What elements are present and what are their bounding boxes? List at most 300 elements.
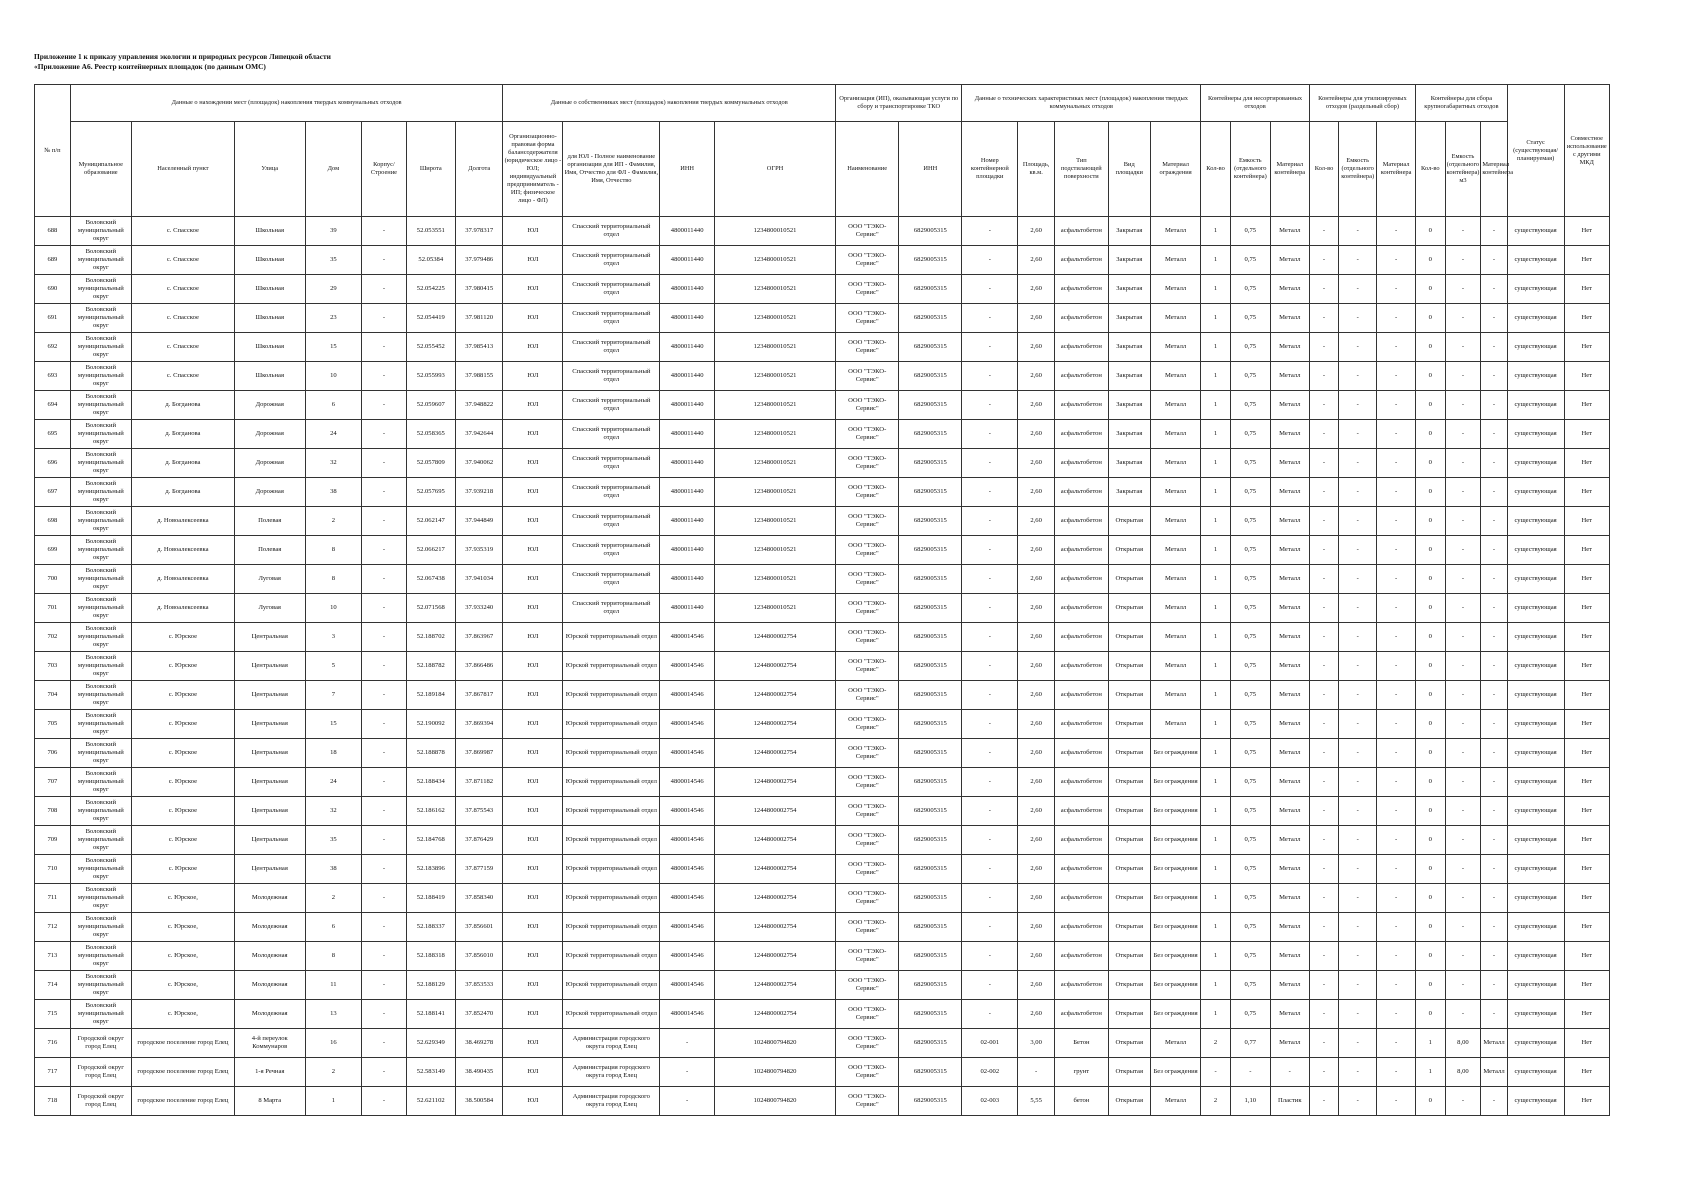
cell-building: -: [362, 1029, 406, 1058]
cell-c2-qty: -: [1309, 768, 1338, 797]
cell-fence: Металл: [1150, 1087, 1201, 1116]
cell-municipality: Воловский муниципальный округ: [70, 855, 131, 884]
cell-street: Луговая: [234, 565, 305, 594]
cell-legal-form: ЮЛ: [503, 362, 563, 391]
cell-num: 702: [35, 623, 71, 652]
cell-settlement: с. Юрское: [131, 797, 234, 826]
cell-lon: 37.944849: [456, 507, 503, 536]
cell-c3-mat: -: [1481, 884, 1507, 913]
cell-c2-qty: -: [1309, 1000, 1338, 1029]
cell-c2-cap: -: [1339, 449, 1377, 478]
cell-status: существующая: [1507, 333, 1564, 362]
cell-street: Молодежная: [234, 884, 305, 913]
cell-c1-mat: Металл: [1270, 333, 1309, 362]
cell-municipality: Воловский муниципальный округ: [70, 913, 131, 942]
cell-ogrn: 1234800010521: [715, 333, 836, 362]
cell-site-type: Закрытая: [1108, 246, 1150, 275]
cell-c1-mat: Металл: [1270, 420, 1309, 449]
cell-area: 2,60: [1018, 565, 1055, 594]
cell-c2-cap: -: [1339, 507, 1377, 536]
cell-owner-name: Спасский территориальный отдел: [563, 478, 660, 507]
cell-owner-name: Администрация городского округа город Елец: [563, 1087, 660, 1116]
cell-inn: 4800014546: [660, 652, 715, 681]
table-row: [35, 971, 1610, 1000]
cell-surface: асфальтобетон: [1055, 971, 1109, 1000]
cell-c3-mat: -: [1481, 855, 1507, 884]
cell-house: 16: [305, 1029, 362, 1058]
cell-house: 35: [305, 246, 362, 275]
cell-fence: Металл: [1150, 623, 1201, 652]
cell-org-name: ООО "ТЭКО-Сервис": [836, 246, 899, 275]
cell-lon: 37.988155: [456, 362, 503, 391]
cell-c2-mat: -: [1377, 217, 1416, 246]
cell-street: 1-я Речная: [234, 1058, 305, 1087]
cell-settlement: с. Юрское: [131, 855, 234, 884]
cell-c3-mat: -: [1481, 768, 1507, 797]
cell-municipality: Воловский муниципальный округ: [70, 478, 131, 507]
cell-c3-mat: -: [1481, 623, 1507, 652]
cell-lat: 52.188141: [406, 1000, 455, 1029]
cell-area: 2,60: [1018, 391, 1055, 420]
cell-org-inn: 6829005315: [899, 1058, 962, 1087]
cell-area: 2,60: [1018, 304, 1055, 333]
cell-house: 6: [305, 913, 362, 942]
cell-num: 714: [35, 971, 71, 1000]
cell-fence: Металл: [1150, 536, 1201, 565]
cell-c2-qty: -: [1309, 420, 1338, 449]
cell-street: Дорожная: [234, 391, 305, 420]
cell-c1-mat: Металл: [1270, 710, 1309, 739]
cell-c2-qty: -: [1309, 449, 1338, 478]
cell-c1-mat: Металл: [1270, 275, 1309, 304]
cell-c2-mat: -: [1377, 652, 1416, 681]
cell-fence: Металл: [1150, 246, 1201, 275]
cell-street: Центральная: [234, 797, 305, 826]
cell-ogrn: 1244800002754: [715, 855, 836, 884]
cell-c1-cap: 0,75: [1230, 971, 1270, 1000]
cell-status: существующая: [1507, 246, 1564, 275]
cell-site-type: Открытая: [1108, 681, 1150, 710]
cell-status: существующая: [1507, 652, 1564, 681]
cell-c2-cap: -: [1339, 971, 1377, 1000]
cell-c1-qty: 1: [1201, 913, 1230, 942]
cell-c3-mat: Металл: [1481, 1029, 1507, 1058]
cell-c2-cap: -: [1339, 565, 1377, 594]
cell-settlement: с. Спасское: [131, 362, 234, 391]
cell-c3-mat: -: [1481, 826, 1507, 855]
cell-area: 2,60: [1018, 826, 1055, 855]
cell-c3-qty: 0: [1416, 768, 1445, 797]
cell-ogrn: 1244800002754: [715, 826, 836, 855]
col-num: № п/п: [35, 85, 71, 217]
cell-c2-mat: -: [1377, 565, 1416, 594]
table-row: [35, 449, 1610, 478]
cell-num: 709: [35, 826, 71, 855]
cell-lat: 52.05384: [406, 246, 455, 275]
cell-lat: 52.188129: [406, 971, 455, 1000]
cell-lon: 37.863967: [456, 623, 503, 652]
cell-ogrn: 1024800794820: [715, 1058, 836, 1087]
cell-c3-cap: -: [1445, 652, 1481, 681]
cell-status: существующая: [1507, 478, 1564, 507]
cell-c1-mat: Металл: [1270, 507, 1309, 536]
cell-status: существующая: [1507, 797, 1564, 826]
cell-street: 4-й переулок Коммунаров: [234, 1029, 305, 1058]
cell-shared: Нет: [1564, 275, 1610, 304]
cell-shared: Нет: [1564, 623, 1610, 652]
cell-status: существующая: [1507, 710, 1564, 739]
table-row: [35, 420, 1610, 449]
cell-org-name: ООО "ТЭКО-Сервис": [836, 1087, 899, 1116]
cell-building: -: [362, 333, 406, 362]
table-row: [35, 855, 1610, 884]
col-c3-cap: Емкость (отдельного контейнера) м3: [1445, 122, 1481, 217]
cell-fence: Металл: [1150, 420, 1201, 449]
cell-settlement: с. Юрское: [131, 768, 234, 797]
table-row: [35, 391, 1610, 420]
cell-area: -: [1018, 1058, 1055, 1087]
cell-shared: Нет: [1564, 246, 1610, 275]
cell-inn: 4800014546: [660, 826, 715, 855]
cell-shared: Нет: [1564, 565, 1610, 594]
cell-c1-mat: Металл: [1270, 826, 1309, 855]
cell-c2-mat: -: [1377, 710, 1416, 739]
cell-shared: Нет: [1564, 768, 1610, 797]
cell-street: Полевая: [234, 536, 305, 565]
cell-area: 2,60: [1018, 652, 1055, 681]
cell-c3-cap: -: [1445, 797, 1481, 826]
cell-num: 717: [35, 1058, 71, 1087]
cell-site-no: -: [962, 304, 1018, 333]
cell-street: Школьная: [234, 333, 305, 362]
col-area: Площадь, кв.м.: [1018, 122, 1055, 217]
cell-fence: Без ограждения: [1150, 855, 1201, 884]
cell-surface: асфальтобетон: [1055, 826, 1109, 855]
cell-house: 38: [305, 855, 362, 884]
cell-lon: 37.942644: [456, 420, 503, 449]
cell-c1-cap: 0,75: [1230, 739, 1270, 768]
cell-lat: 52.583149: [406, 1058, 455, 1087]
cell-lat: 52.188318: [406, 942, 455, 971]
col-site-no: Номер контейнерной площадки: [962, 122, 1018, 217]
cell-num: 701: [35, 594, 71, 623]
cell-surface: грунт: [1055, 1058, 1109, 1087]
cell-legal-form: ЮЛ: [503, 304, 563, 333]
cell-status: существующая: [1507, 565, 1564, 594]
cell-c2-qty: -: [1309, 1029, 1338, 1058]
cell-building: -: [362, 739, 406, 768]
cell-owner-name: Юрской территориальный отдел: [563, 971, 660, 1000]
cell-house: 8: [305, 942, 362, 971]
col-c3-mat: Материал контейнера: [1481, 122, 1507, 217]
cell-inn: 4800011440: [660, 594, 715, 623]
cell-c3-qty: 0: [1416, 1087, 1445, 1116]
cell-c3-qty: 0: [1416, 275, 1445, 304]
cell-ogrn: 1244800002754: [715, 710, 836, 739]
cell-legal-form: ЮЛ: [503, 333, 563, 362]
cell-ogrn: 1244800002754: [715, 942, 836, 971]
cell-c2-mat: -: [1377, 971, 1416, 1000]
cell-num: 699: [35, 536, 71, 565]
cell-area: 2,60: [1018, 1000, 1055, 1029]
cell-c3-cap: -: [1445, 217, 1481, 246]
table-row: [35, 710, 1610, 739]
cell-c1-cap: 0,75: [1230, 594, 1270, 623]
cell-site-no: 02-002: [962, 1058, 1018, 1087]
cell-shared: Нет: [1564, 652, 1610, 681]
cell-c3-qty: 0: [1416, 362, 1445, 391]
cell-c1-mat: Металл: [1270, 884, 1309, 913]
cell-num: 715: [35, 1000, 71, 1029]
cell-municipality: Воловский муниципальный округ: [70, 536, 131, 565]
cell-lat: 52.071568: [406, 594, 455, 623]
cell-c2-qty: -: [1309, 391, 1338, 420]
cell-legal-form: ЮЛ: [503, 478, 563, 507]
cell-num: 688: [35, 217, 71, 246]
cell-municipality: Воловский муниципальный округ: [70, 971, 131, 1000]
cell-area: 2,60: [1018, 942, 1055, 971]
cell-site-no: -: [962, 971, 1018, 1000]
cell-c3-mat: -: [1481, 536, 1507, 565]
cell-num: 711: [35, 884, 71, 913]
cell-municipality: Городской округ город Елец: [70, 1029, 131, 1058]
col-c1-qty: Кол-во: [1201, 122, 1230, 217]
cell-site-type: Открытая: [1108, 739, 1150, 768]
cell-municipality: Городской округ город Елец: [70, 1087, 131, 1116]
cell-surface: асфальтобетон: [1055, 420, 1109, 449]
cell-shared: Нет: [1564, 710, 1610, 739]
cell-site-no: 02-003: [962, 1087, 1018, 1116]
cell-settlement: с. Юрское: [131, 826, 234, 855]
table-row: [35, 884, 1610, 913]
col-c1-mat: Материал контейнера: [1270, 122, 1309, 217]
cell-area: 2,60: [1018, 884, 1055, 913]
cell-lon: 37.875543: [456, 797, 503, 826]
cell-house: 32: [305, 449, 362, 478]
cell-legal-form: ЮЛ: [503, 391, 563, 420]
cell-num: 692: [35, 333, 71, 362]
cell-municipality: Воловский муниципальный округ: [70, 565, 131, 594]
cell-c2-mat: -: [1377, 507, 1416, 536]
cell-status: существующая: [1507, 739, 1564, 768]
cell-area: 2,60: [1018, 217, 1055, 246]
cell-c2-cap: -: [1339, 1029, 1377, 1058]
cell-settlement: д. Новоалексеевка: [131, 536, 234, 565]
cell-c1-qty: 2: [1201, 1029, 1230, 1058]
cell-org-inn: 6829005315: [899, 1087, 962, 1116]
cell-org-inn: 6829005315: [899, 710, 962, 739]
cell-site-type: Открытая: [1108, 826, 1150, 855]
cell-settlement: с. Юрское,: [131, 971, 234, 1000]
cell-c1-cap: 0,75: [1230, 797, 1270, 826]
cell-lon: 37.856010: [456, 942, 503, 971]
heading-line-2: «Приложение А6. Реестр контейнерных площадок (по данным ОМС): [34, 62, 266, 71]
cell-shared: Нет: [1564, 217, 1610, 246]
cell-house: 15: [305, 710, 362, 739]
cell-c1-cap: 0,75: [1230, 710, 1270, 739]
cell-org-name: ООО "ТЭКО-Сервис": [836, 449, 899, 478]
cell-c1-cap: 0,75: [1230, 275, 1270, 304]
cell-site-no: -: [962, 681, 1018, 710]
cell-org-name: ООО "ТЭКО-Сервис": [836, 507, 899, 536]
cell-c3-cap: -: [1445, 1087, 1481, 1116]
cell-municipality: Воловский муниципальный округ: [70, 275, 131, 304]
cell-c1-cap: 0,75: [1230, 855, 1270, 884]
col-legal-form: Организационно-правовая форма балансодержателя (юридическое лицо - ЮЛ; индивидуальный предприниматель - ИП; физическое лицо - ФЛ): [503, 122, 563, 217]
cell-org-inn: 6829005315: [899, 478, 962, 507]
cell-municipality: Воловский муниципальный округ: [70, 1000, 131, 1029]
cell-c2-cap: -: [1339, 362, 1377, 391]
cell-c2-mat: -: [1377, 246, 1416, 275]
cell-site-no: -: [962, 884, 1018, 913]
cell-c2-mat: -: [1377, 478, 1416, 507]
cell-surface: асфальтобетон: [1055, 797, 1109, 826]
cell-shared: Нет: [1564, 797, 1610, 826]
cell-legal-form: ЮЛ: [503, 739, 563, 768]
cell-legal-form: ЮЛ: [503, 826, 563, 855]
cell-c3-qty: 0: [1416, 739, 1445, 768]
cell-c1-cap: 0,75: [1230, 362, 1270, 391]
cell-org-inn: 6829005315: [899, 333, 962, 362]
cell-lon: 37.869987: [456, 739, 503, 768]
cell-c1-cap: 0,75: [1230, 681, 1270, 710]
cell-inn: 4800011440: [660, 275, 715, 304]
col-lat: Широта: [406, 122, 455, 217]
cell-c3-mat: -: [1481, 681, 1507, 710]
cell-shared: Нет: [1564, 826, 1610, 855]
cell-c3-cap: -: [1445, 942, 1481, 971]
cell-settlement: с. Спасское: [131, 333, 234, 362]
cell-inn: 4800011440: [660, 420, 715, 449]
cell-site-no: -: [962, 507, 1018, 536]
table-row: [35, 623, 1610, 652]
cell-site-no: -: [962, 1000, 1018, 1029]
cell-building: -: [362, 768, 406, 797]
cell-inn: 4800011440: [660, 478, 715, 507]
heading-line-1: Приложение 1 к приказу управления экологии и природных ресурсов Липецкой области: [34, 52, 331, 61]
cell-house: 15: [305, 333, 362, 362]
cell-num: 704: [35, 681, 71, 710]
cell-status: существующая: [1507, 1058, 1564, 1087]
cell-street: Центральная: [234, 739, 305, 768]
cell-site-type: Закрытая: [1108, 449, 1150, 478]
table-row: [35, 681, 1610, 710]
cell-site-type: Открытая: [1108, 942, 1150, 971]
cell-owner-name: Юрской территориальный отдел: [563, 768, 660, 797]
cell-c3-mat: -: [1481, 797, 1507, 826]
cell-owner-name: Спасский территориальный отдел: [563, 362, 660, 391]
cell-street: Школьная: [234, 304, 305, 333]
cell-fence: Без ограждения: [1150, 768, 1201, 797]
cell-lat: 52.058365: [406, 420, 455, 449]
cell-area: 2,60: [1018, 478, 1055, 507]
cell-org-name: ООО "ТЭКО-Сервис": [836, 855, 899, 884]
cell-c2-mat: -: [1377, 1087, 1416, 1116]
cell-building: -: [362, 623, 406, 652]
cell-org-inn: 6829005315: [899, 449, 962, 478]
cell-house: 8: [305, 536, 362, 565]
table-row: [35, 246, 1610, 275]
cell-c3-mat: -: [1481, 739, 1507, 768]
cell-surface: асфальтобетон: [1055, 391, 1109, 420]
cell-c1-qty: 1: [1201, 681, 1230, 710]
cell-status: существующая: [1507, 884, 1564, 913]
cell-street: Молодежная: [234, 913, 305, 942]
cell-c3-cap: -: [1445, 1000, 1481, 1029]
cell-area: 2,60: [1018, 420, 1055, 449]
cell-c3-mat: -: [1481, 449, 1507, 478]
group-cont-recycled: Контейнеры для утилизируемых отходов (раздельный сбор): [1309, 85, 1415, 122]
cell-ogrn: 1244800002754: [715, 797, 836, 826]
cell-c2-cap: -: [1339, 797, 1377, 826]
cell-inn: 4800014546: [660, 710, 715, 739]
cell-c1-mat: Металл: [1270, 304, 1309, 333]
cell-org-inn: 6829005315: [899, 826, 962, 855]
cell-ogrn: 1234800010521: [715, 304, 836, 333]
cell-legal-form: ЮЛ: [503, 855, 563, 884]
cell-c1-qty: 1: [1201, 1000, 1230, 1029]
cell-c1-qty: 1: [1201, 739, 1230, 768]
cell-owner-name: Спасский территориальный отдел: [563, 420, 660, 449]
cell-org-inn: 6829005315: [899, 420, 962, 449]
cell-lon: 37.985413: [456, 333, 503, 362]
cell-c2-qty: -: [1309, 826, 1338, 855]
cell-site-no: -: [962, 246, 1018, 275]
cell-area: 2,60: [1018, 855, 1055, 884]
cell-fence: Металл: [1150, 710, 1201, 739]
cell-c1-qty: 1: [1201, 362, 1230, 391]
cell-site-type: Закрытая: [1108, 362, 1150, 391]
cell-area: 2,60: [1018, 623, 1055, 652]
cell-shared: Нет: [1564, 1087, 1610, 1116]
cell-c2-cap: -: [1339, 913, 1377, 942]
cell-ogrn: 1234800010521: [715, 507, 836, 536]
cell-c1-mat: Металл: [1270, 913, 1309, 942]
cell-site-type: Открытая: [1108, 797, 1150, 826]
cell-c2-mat: -: [1377, 623, 1416, 652]
cell-num: 705: [35, 710, 71, 739]
cell-settlement: д. Богданова: [131, 478, 234, 507]
cell-ogrn: 1234800010521: [715, 536, 836, 565]
cell-owner-name: Спасский территориальный отдел: [563, 217, 660, 246]
cell-c3-mat: -: [1481, 594, 1507, 623]
cell-site-no: -: [962, 536, 1018, 565]
cell-c2-cap: -: [1339, 333, 1377, 362]
cell-area: 2,60: [1018, 681, 1055, 710]
cell-shared: Нет: [1564, 855, 1610, 884]
cell-c2-mat: -: [1377, 275, 1416, 304]
cell-c1-mat: Металл: [1270, 449, 1309, 478]
cell-c1-qty: 1: [1201, 797, 1230, 826]
cell-c1-cap: 0,75: [1230, 652, 1270, 681]
cell-c2-qty: -: [1309, 362, 1338, 391]
cell-fence: Металл: [1150, 217, 1201, 246]
cell-fence: Металл: [1150, 449, 1201, 478]
cell-building: -: [362, 1000, 406, 1029]
cell-site-type: Закрытая: [1108, 304, 1150, 333]
cell-c2-cap: -: [1339, 1087, 1377, 1116]
table-row: [35, 565, 1610, 594]
cell-house: 29: [305, 275, 362, 304]
cell-c1-mat: Металл: [1270, 1000, 1309, 1029]
cell-inn: 4800014546: [660, 855, 715, 884]
cell-c1-cap: 0,75: [1230, 536, 1270, 565]
cell-c3-mat: Металл: [1481, 1058, 1507, 1087]
cell-c3-mat: -: [1481, 217, 1507, 246]
cell-fence: Без ограждения: [1150, 971, 1201, 1000]
cell-area: 3,00: [1018, 1029, 1055, 1058]
cell-house: 2: [305, 507, 362, 536]
